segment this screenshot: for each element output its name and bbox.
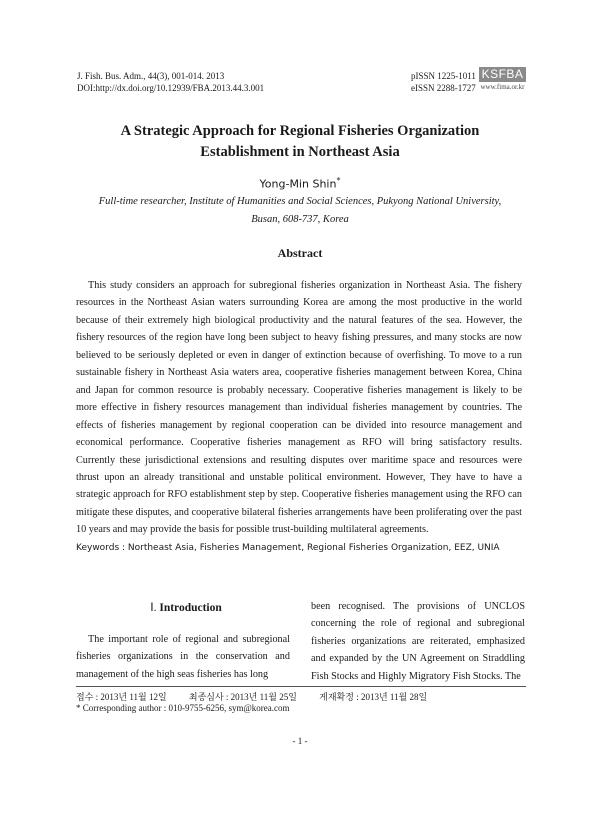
title-line-1: A Strategic Approach for Regional Fisheries Organization — [120, 123, 480, 139]
affiliation-line-2: Busan, 608-737, Korea — [251, 214, 349, 225]
author-mark: * — [336, 176, 341, 185]
corresponding-author: * Corresponding author : 010-9755-6256, sym@korea.com — [76, 703, 290, 713]
author — [60, 176, 540, 191]
abstract-heading: Abstract — [277, 246, 323, 260]
paper-title — [60, 121, 540, 163]
accepted-date: 게재확정 : 2013년 11월 28일 — [319, 692, 428, 702]
affiliation-line-1: Full-time researcher, Institute of Humanities and Social Sciences, Pukyong National University, — [98, 196, 502, 207]
logo-url: www.fima.or.kr — [480, 83, 525, 91]
review-date: 최종심사 : 2013년 11월 25일 — [188, 692, 297, 702]
received-date: 접수 : 2013년 11월 12일 — [76, 692, 167, 702]
section-title: Introduction — [159, 602, 222, 614]
eissn: eISSN 2288-1727 — [411, 83, 476, 93]
title-line-2: Establishment in Northeast Asia — [200, 144, 400, 160]
footnote-dates — [76, 690, 447, 703]
abstract-text: This study considers an approach for subregional fisheries organization in Northeast Asia. The fishery resources in the Northeast Asian waters surrounding Korea are among the most productive in the world because of their extremely high biological productivity and the natural features of the sea. However, the fishery resources of the region have long been subject to heavy fishing pressures, and many stocks are now believed to be seriously depleted or even in danger of extinction because of overfishing. To move to a run sustainable fishery in Northeast Asia waters area, cooperative fisheries management between Korea, China and Japan for common resource is probably necessary. Cooperative fisheries management is likely to be more effective in fishery resources management than individual fisheries management by countries. The effects of fisheries management by regional cooperation can be divided into resource management and economical performance. Cooperative fisheries management as RFO will bring satisfactory results. Currently these jurisdictional extensions and resulting disputes over maritime space and resources were thrust upon an already transitional and unstable political environment. However, They have to have a strategic approach for RFO establishment step by step. Cooperative fisheries management using the RFO can mitigate these disputes, and cooperative bilateral fisheries arrangements have been proliferating over the past 10 years and may provide the basis for possible trust-building multilateral agreements. — [76, 280, 522, 536]
intro-right-column: been recognised. The provisions of UNCLOS concerning the role of regional and subregional fisheries organizations are reiterated, emphasized and expanded by the UN Agreement on Straddling Fish Stocks and Highly Migratory Fish Stocks. The — [311, 601, 525, 682]
section-number: Ⅰ. — [150, 602, 157, 614]
author-name: Yong-Min Shin — [259, 177, 337, 191]
page-number: - 1 - — [292, 736, 308, 746]
logo-text: KSFBA — [479, 67, 526, 82]
affiliation — [70, 193, 530, 229]
journal-logo — [479, 67, 526, 93]
doi-line: DOI:http://dx.doi.org/10.12939/FBA.2013.44.3.001 — [77, 83, 265, 93]
issn-block — [411, 70, 476, 94]
footnote-rule — [76, 686, 526, 687]
journal-citation — [77, 70, 264, 94]
keywords: Keywords : Northeast Asia, Fisheries Management, Regional Fisheries Organization, EEZ, UNIA — [76, 543, 500, 553]
intro-left-column: The important role of regional and subregional fisheries organizations in the conservation and management of the high seas fisheries has long — [76, 634, 290, 680]
journal-line: J. Fish. Bus. Adm., 44(3), 001-014. 2013 — [77, 71, 225, 81]
section-heading — [76, 600, 296, 614]
pissn: pISSN 1225-1011 — [411, 71, 476, 81]
